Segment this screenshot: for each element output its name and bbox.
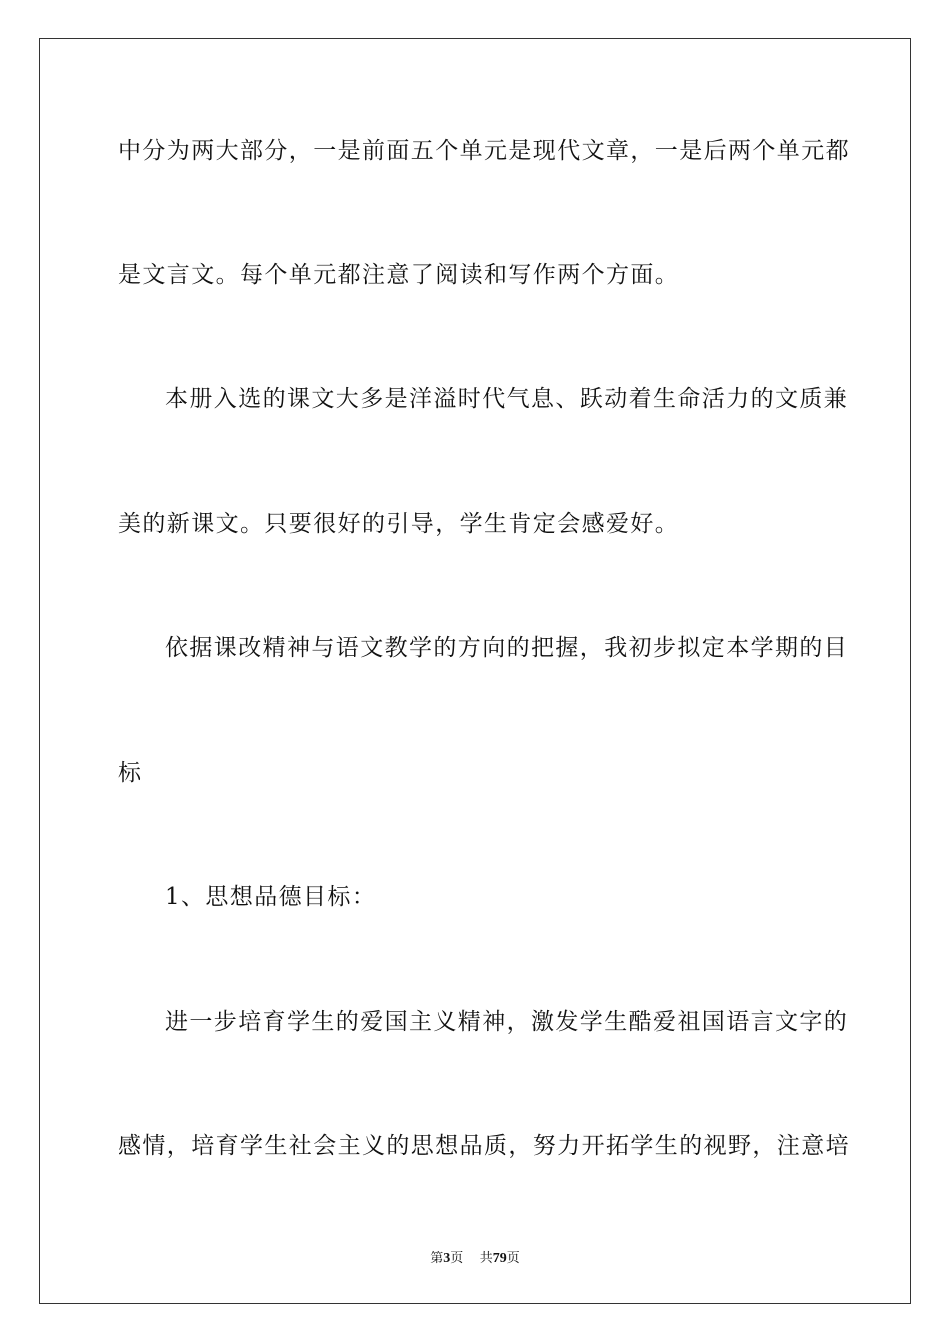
total-suffix: 页 <box>506 1251 520 1266</box>
body-text-line: 是文言文。每个单元都注意了阅读和写作两个方面。 <box>118 262 680 288</box>
page-suffix: 页 <box>450 1251 464 1266</box>
paragraph-text-line: 本册入选的课文大多是洋溢时代气息、跃动着生命活力的文质兼 <box>165 386 849 412</box>
section-heading: 1、思想品德目标： <box>165 884 377 910</box>
paragraph-text-line: 进一步培育学生的爱国主义精神，激发学生酷爱祖国语言文字的 <box>165 1009 849 1035</box>
page-number: 3 <box>443 1251 451 1266</box>
paragraph-text-line: 依据课改精神与语文教学的方向的把握，我初步拟定本学期的目 <box>165 635 849 661</box>
total-prefix: 共 <box>479 1251 493 1266</box>
body-text-line: 中分为两大部分，一是前面五个单元是现代文章，一是后两个单元都 <box>118 138 850 164</box>
page-border <box>39 38 911 1304</box>
body-text-line: 标 <box>118 760 143 786</box>
body-text-line: 感情，培育学生社会主义的思想品质，努力开拓学生的视野，注意培 <box>118 1133 850 1159</box>
page-prefix: 第 <box>430 1251 444 1266</box>
total-pages: 79 <box>492 1251 507 1266</box>
body-text-line: 美的新课文。只要很好的引导，学生肯定会感爱好。 <box>118 511 680 537</box>
page-footer <box>0 1247 950 1267</box>
